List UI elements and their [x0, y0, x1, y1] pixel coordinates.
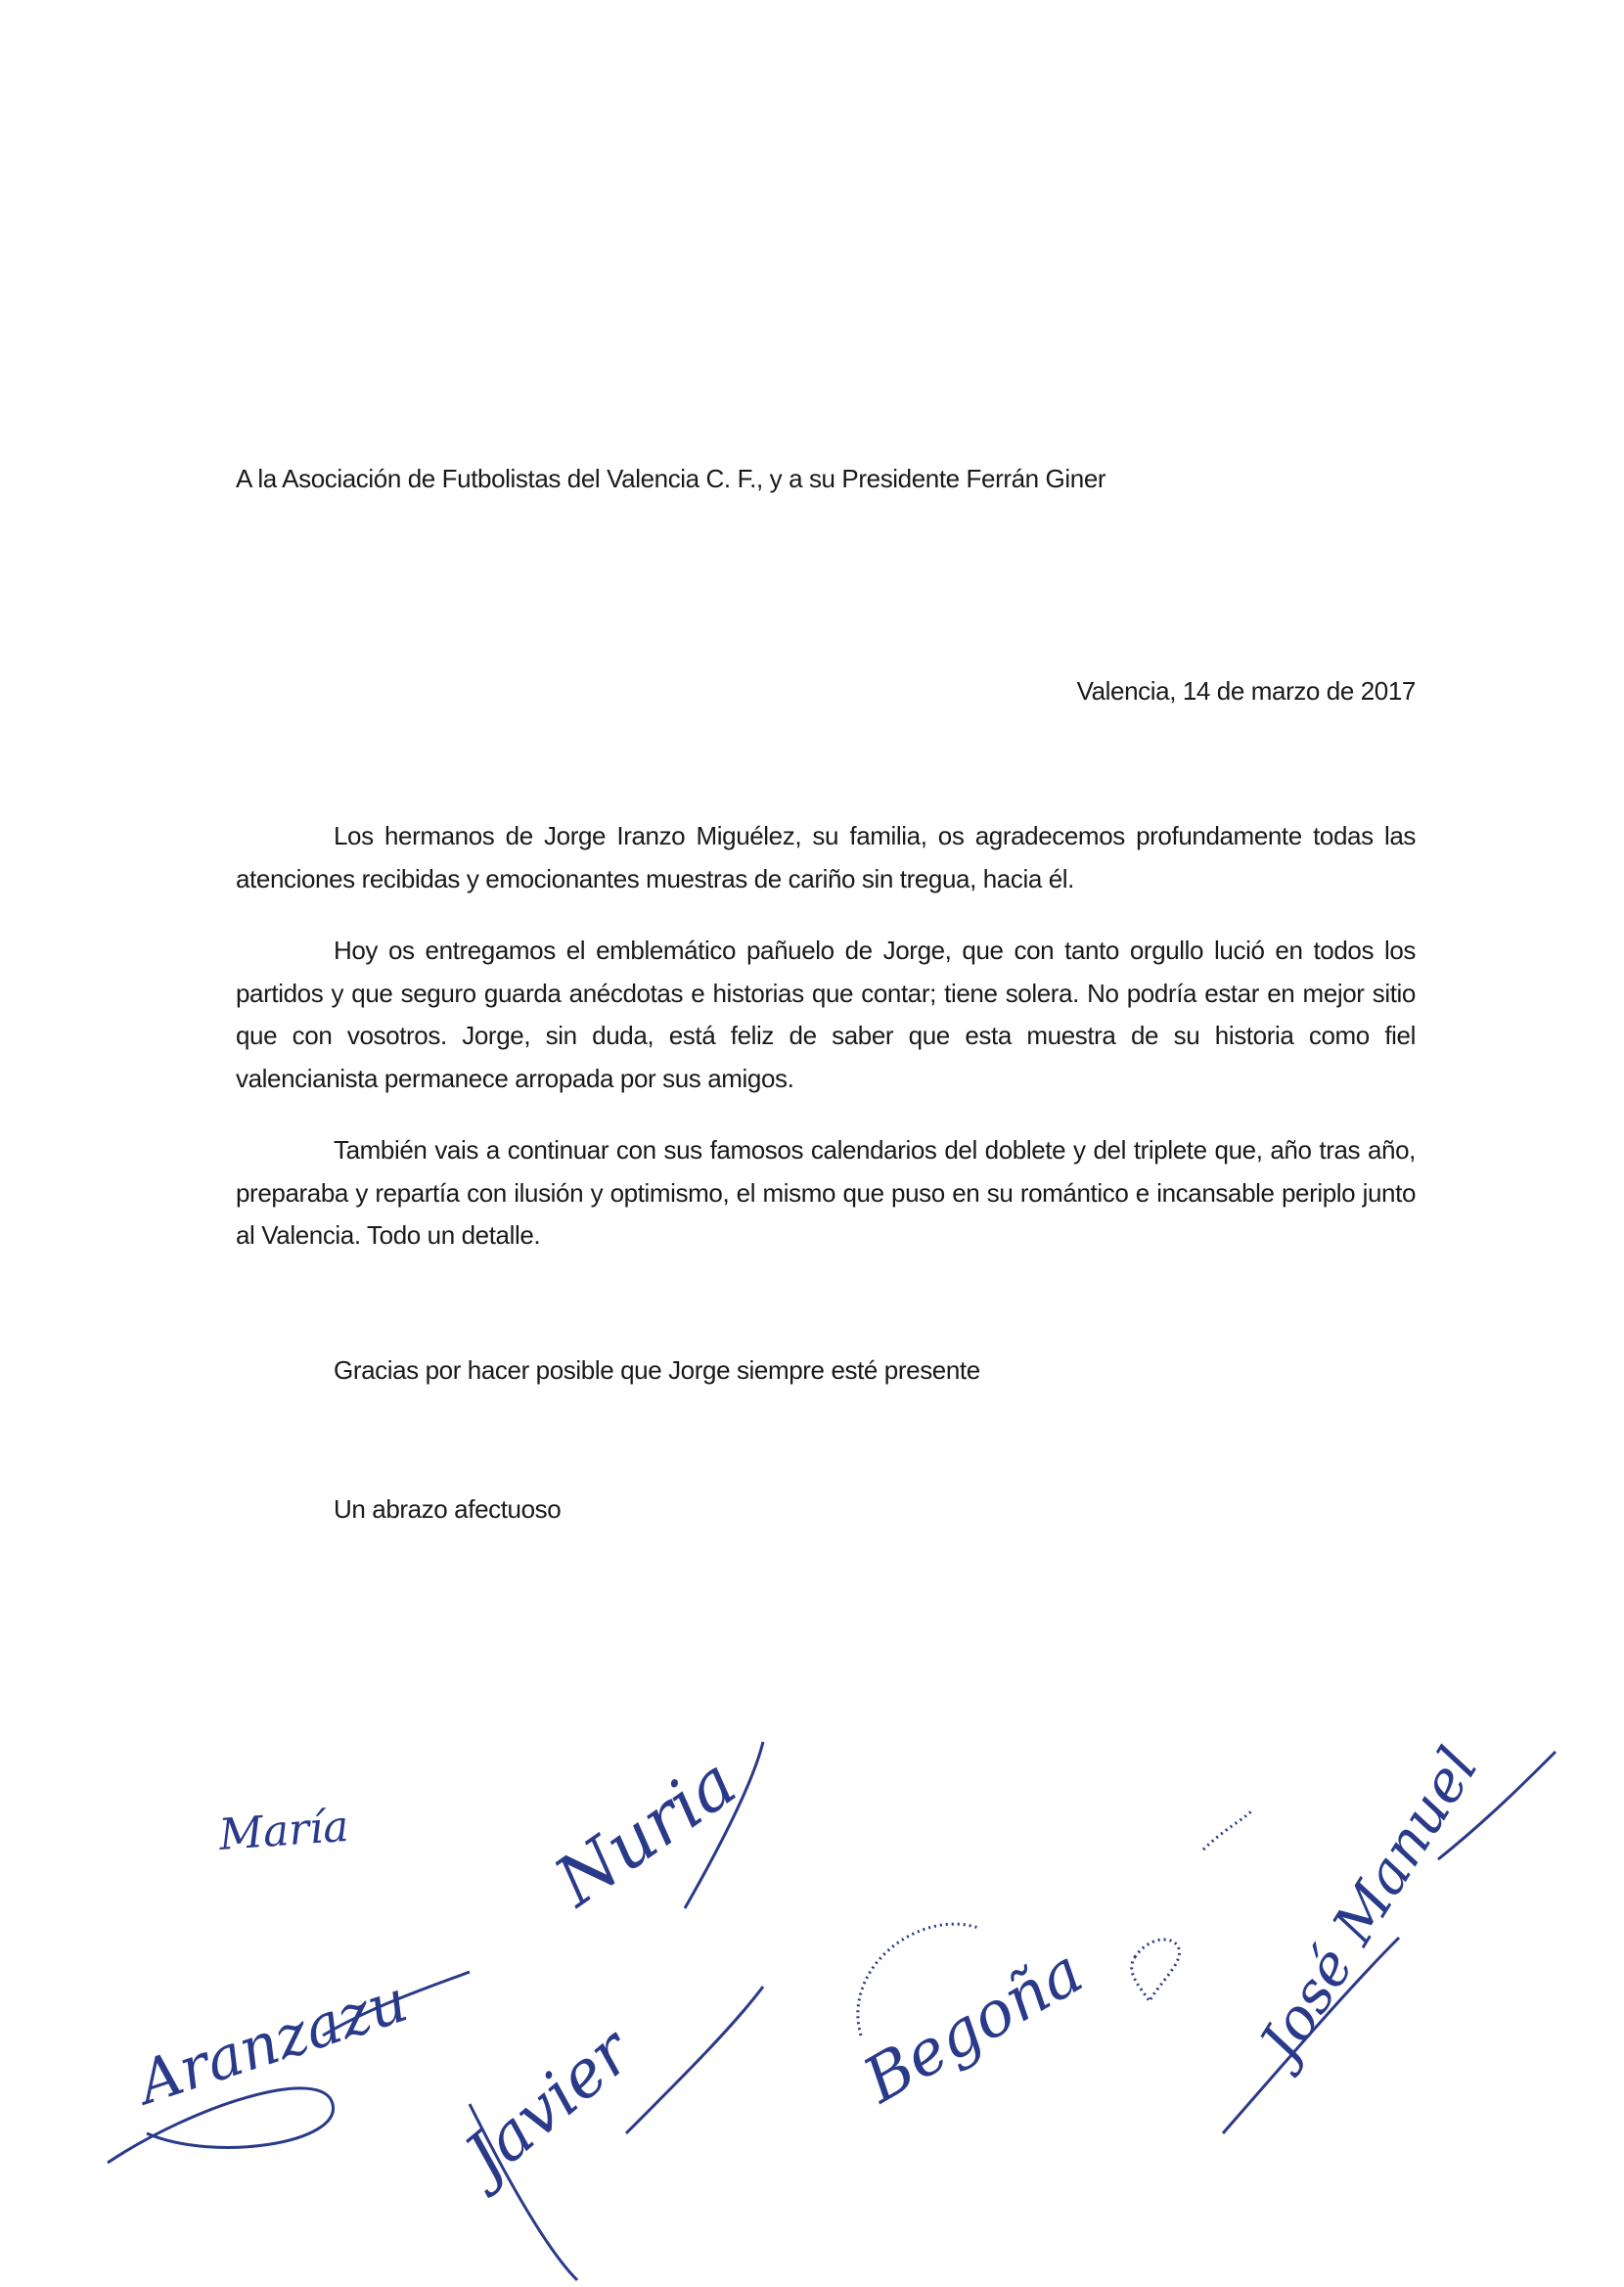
closing-line: Un abrazo afectuoso: [334, 1494, 562, 1524]
svg-text:Nuria: Nuria: [540, 1741, 750, 1922]
signature-nuria: [539, 1742, 763, 1923]
svg-text:José Manuel: José Manuel: [1246, 1736, 1491, 2073]
paragraph-3: También vais a continuar con sus famosos calendarios del doblete y del triplete que, año tras año, preparaba y repartía con ilusión y optimismo, el mismo que puso en su romántico e incansable periplo junto al Valencia. Todo un detalle.: [236, 1135, 1416, 1250]
svg-text:María: María: [217, 1801, 351, 1860]
thanks-line: Gracias por hacer posible que Jorge siempre esté presente: [334, 1355, 980, 1385]
svg-text:Javier: Javier: [450, 2014, 646, 2195]
signature-javier: [442, 1987, 763, 2280]
addressee-line: A la Asociación de Futbolistas del Valencia C. F., y a su Presidente Ferrán Giner: [236, 464, 1106, 493]
paragraph-1: Los hermanos de Jorge Iranzo Miguélez, su familia, os agradecemos profundamente todas las atenciones recibidas y emocionantes muestras de cariño sin tregua, hacia él.: [236, 821, 1416, 893]
svg-text:Aranzazu: Aranzazu: [130, 1966, 416, 2119]
signature-aranzazu: [108, 1967, 470, 2163]
date-line: Valencia, 14 de marzo de 2017: [1076, 676, 1416, 706]
signature-jose-manuel: [1223, 1736, 1556, 2133]
signature-begona: [851, 1810, 1252, 2118]
svg-text:Begoña: Begoña: [852, 1935, 1096, 2118]
paragraph-2: Hoy os entregamos el emblemático pañuelo de Jorge, que con tanto orgullo lució en todos los partidos y que seguro guarda anécdotas e historias que contar; tiene solera. No podría estar en mejor sitio que con vosotros. Jorge, sin duda, está feliz de saber que esta muestra de su historia como fiel valencianista permanece arropada por sus amigos.: [236, 936, 1416, 1093]
signature-maria: [216, 1802, 350, 1860]
